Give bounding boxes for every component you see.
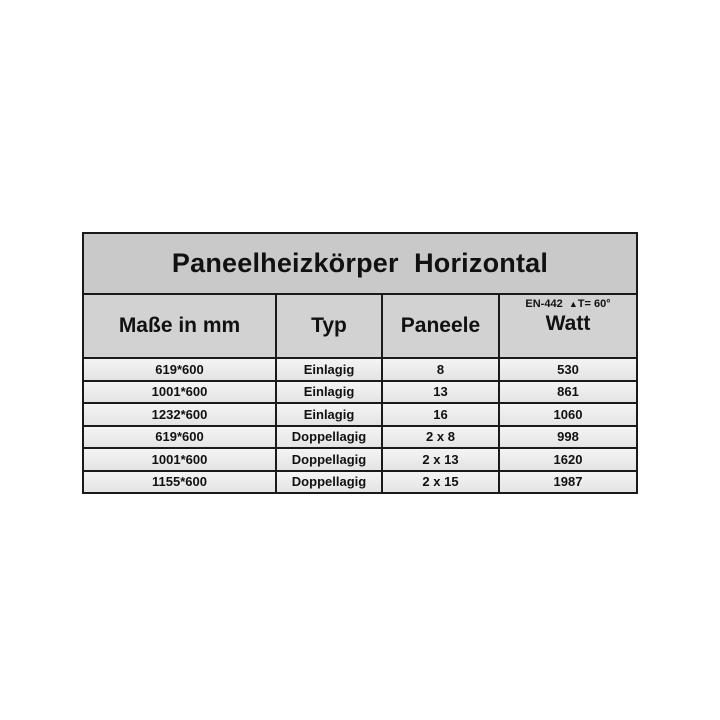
table-row (84, 472, 636, 493)
cell-panels: 8 (383, 359, 500, 380)
cell-size: 619*600 (84, 359, 277, 380)
header-watt (500, 295, 636, 357)
cell-type: Doppellagig (277, 472, 383, 493)
standard-suffix: T= 60° (577, 298, 611, 310)
cell-size: 619*600 (84, 427, 277, 448)
cell-panels: 2 x 8 (383, 427, 500, 448)
header-row (84, 295, 636, 359)
standard-note (525, 298, 610, 310)
cell-type: Einlagig (277, 404, 383, 425)
table-title: Paneelheizkörper Horizontal (84, 234, 636, 295)
cell-watt: 1987 (553, 474, 583, 490)
cell-size: 1155*600 (84, 472, 277, 493)
cell-type: Doppellagig (277, 427, 383, 448)
header-type: Typ (277, 295, 383, 357)
cell-type: Einlagig (277, 359, 383, 380)
cell-size: 1001*600 (84, 382, 277, 403)
table-row (84, 449, 636, 472)
delta-icon: ▲ (568, 299, 578, 309)
spec-table (82, 232, 638, 494)
table-row (84, 427, 636, 450)
cell-watt: 530 (557, 361, 579, 377)
cell-watt: 1060 (553, 406, 583, 422)
header-size: Maße in mm (84, 295, 277, 357)
cell-panels: 16 (383, 404, 500, 425)
cell-type: Doppellagig (277, 449, 383, 470)
cell-type: Einlagig (277, 382, 383, 403)
header-panels: Paneele (383, 295, 500, 357)
cell-watt: 861 (557, 384, 579, 400)
table-row (84, 404, 636, 427)
cell-panels: 13 (383, 382, 500, 403)
cell-watt: 1620 (553, 451, 583, 467)
cell-watt: 998 (557, 429, 579, 445)
standard-prefix: EN-442 (525, 298, 563, 310)
table-row (84, 359, 636, 382)
cell-panels: 2 x 13 (383, 449, 500, 470)
table-row (84, 382, 636, 405)
cell-panels: 2 x 15 (383, 472, 500, 493)
cell-size: 1001*600 (84, 449, 277, 470)
watt-label: Watt (545, 312, 591, 335)
cell-size: 1232*600 (84, 404, 277, 425)
